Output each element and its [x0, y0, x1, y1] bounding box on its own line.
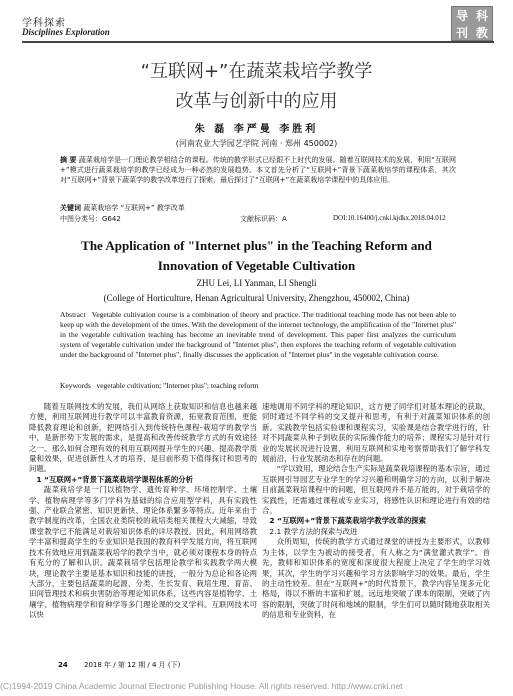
- body-paragraph: “学以致用，理论结合生产实际是蔬菜栽培课程的基本宗旨，通过互联网引导园艺专业学生的学习兴趣和明确学习的方向，以利于解决目前蔬菜栽培课程中的问题，但互联网并不是万能的，对于栽培学的实践性，还需通过课程或专业实习，将感性认识和理论进行有效的结合。: [262, 464, 490, 516]
- logo-char: 科: [475, 9, 488, 23]
- body-paragraph: 蔬菜栽培学是一门以植物学、遗传育种学、环境控制学、土壤学、植物病理学等多门学科为基础的综合应用型学科，具有实践性强、产业联合紧密、知识更新快、理论体系繁多等特点。近年来由于教学制度的改革，全国农业类院校的栽培类相关课程大大减缩，导致课堂教学已不能满足对栽培知识体系的详尽教授。因此，利用网络教学丰富和提高学生的专业知识是我国的教育科学发展方向，将互联网技术有效地应用到蔬菜栽培学的教学当中，就必须对课程本身的特点有充分的了解和认识。蔬菜栽培学包括理论教学和实践教学两大模块，理论教学主要是基本知识和技能的讲授，一般分为总论和各论两大部分，主要包括蔬菜的起源、分类、生长发育、栽培生理、育苗、田间管理技术和病虫害防治等理论知识体系，这些内容是植物学、土壤学、植物病理学和育种学等多门理论课的交叉学科。互联网技术可以快: [29, 485, 257, 620]
- issue-info: 2018 年 / 第 12 期 / 4 月 (下): [83, 661, 181, 669]
- subsection-heading: 2.1 教学方法的探索与改进: [269, 526, 358, 536]
- abstract-cn-label: 摘 要: [60, 156, 77, 164]
- document-code: 文献标识码：A: [240, 215, 287, 223]
- journal-section-cn: 学科探索: [22, 18, 66, 29]
- keywords-en: [60, 381, 259, 390]
- section-heading: 2 “互联网+”背景下蔬菜栽培学教学改革的探索: [269, 516, 427, 526]
- clc-number: 中图分类号：G642: [60, 215, 121, 223]
- body-column-left: [29, 402, 257, 621]
- authors-en: ZHU Lei, LI Yanman, LI Shengli: [196, 278, 317, 288]
- paper-title-cn-line1: “互联网+”在蔬菜栽培学教学: [140, 61, 373, 82]
- body-paragraph: 速地调用不同学科的理论知识，这方便了同学们对基本理论的获取，同时通过不同学科的交叉提升和思考，有利于对蔬菜知识体系的创新。实践教学包括实验课和课程实习，实验课是结合教学进行的，针对不同蔬菜从种子到收获的实际操作能力的培养；课程实习是针对行业的发展状况进行设置，利用互联网和实地考察帮助我们了解学科发展前沿，行业发展动态和存在的问题。: [262, 402, 490, 464]
- section-heading: 1 “互联网+”背景下蔬菜栽培学课程体系的分析: [36, 474, 194, 484]
- doi: DOI:10.16400/j.cnki.kjdkx.2018.04.012: [333, 214, 446, 222]
- keywords-en-text: vegetable cultivation; "Internet plus"; teaching reform: [96, 381, 259, 390]
- keywords-en-label: Keywords: [60, 381, 91, 390]
- paper-title-en-line1: The Application of "Internet plus" in the Teaching Reform and: [81, 238, 432, 253]
- keywords-cn-label: 关键词: [60, 204, 81, 212]
- journal-section-en: Disciplines Exploration: [22, 27, 110, 37]
- authors-cn: 朱 磊 李严曼 李胜利: [194, 124, 319, 135]
- logo-char: 导: [455, 9, 468, 23]
- paper-title-en-line2: Innovation of Vegetable Cultivation: [157, 258, 356, 273]
- logo-char: 教: [475, 26, 488, 40]
- keywords-cn-text: 蔬菜栽培学 “互联网+” 教学改革: [83, 204, 185, 212]
- page-number: 24: [58, 661, 68, 669]
- abstract-cn-text: 蔬菜栽培学是一门理论教学相结合的课程。传统的教学形式已经跟不上时代的发展。随着互联网技术的发展，利用“互联网+”模式进行蔬菜栽培学的教学已经成为一种必然的发展趋势。本文首先分析了“互联网+”背景下蔬菜栽培学的课程体系，其次对“互联网+”背景下蔬菜学的教学改革进行了探索，最后探讨了“互联网+”在蔬菜栽培学课程中的具体应用。: [60, 156, 457, 184]
- body-paragraph: 随着互联网技术的发展，我们从网络上获取知识和信息也越来越方便，利用互联网进行教学可以丰富教育资源，拓宽教育范围，更能降低教育理论和创新，把网络引入到传统特色课程-栽培学的教学当中，是新形势下发展的需求，是提高和改善传统教学方式的有效途径之一。那么如何合理有效的利用互联网提升学生的兴趣、提高教学质量和效果，促进创新性人才的培养，是目前形势下值得探讨和思考的问题。: [29, 402, 257, 474]
- paper-title-cn-line2: 改革与创新中的应用: [175, 91, 338, 112]
- abstract-en-text: Vegetable cultivation course is a combination of theory and practice. The traditional teaching mode has not been able to keep up with the development of the times. With the development of the internet technology, the amplification of the "Internet plus" in the vegetable cultivation teaching has become an inevitable trend of development. This paper first analyzes the curriculum system of vegetable cultivation under the background of "Internet plus", then explores the teaching reform of vegetable cultivation under the background of "Internet plus", finally discusses the application of "Internet plus" in the vegetable cultivation course.: [60, 310, 456, 359]
- affiliation-en: (College of Horticulture, Henan Agricultural University, Zhengzhou, 450002, China): [103, 293, 410, 303]
- body-column-right: [262, 402, 490, 621]
- abstract-cn: [60, 155, 456, 185]
- copyright-notice: (C)1994-2019 China Academic Journal Electronic Publishing House. All rights reserved. http://www.cnki.net: [0, 681, 403, 691]
- keywords-cn: [60, 203, 185, 213]
- affiliation-cn: (河南农业大学园艺学院 河南 · 郑州 450002): [175, 139, 338, 148]
- header-divider: [22, 41, 494, 43]
- body-paragraph: 众所周知，传统的教学方式通过课堂的讲授为主要形式，以教师为主体，以学生为被动的接受者，有人称之为“满堂灌式教学”。首先，教师和知识体系的宽度和深度很大程度上决定了学生的学习效果，其次，学生的学习兴趣和学习方法影响学习的效果。最后，学生的主动性较差。但在“互联网+”的时代背景下，教学内容呈现多元化格局，得以不断的丰富和扩展，远远地突破了课本的限制，突破了内容的限制，突破了时间和地域的限制，学生们可以随时随地获取相关的信息和专业资料，在: [262, 537, 490, 620]
- abstract-en: [60, 310, 456, 360]
- page-footer: [58, 660, 180, 670]
- logo-char: 刊: [455, 26, 468, 40]
- journal-logo: [451, 6, 493, 41]
- abstract-en-label: Abstract: [60, 310, 86, 319]
